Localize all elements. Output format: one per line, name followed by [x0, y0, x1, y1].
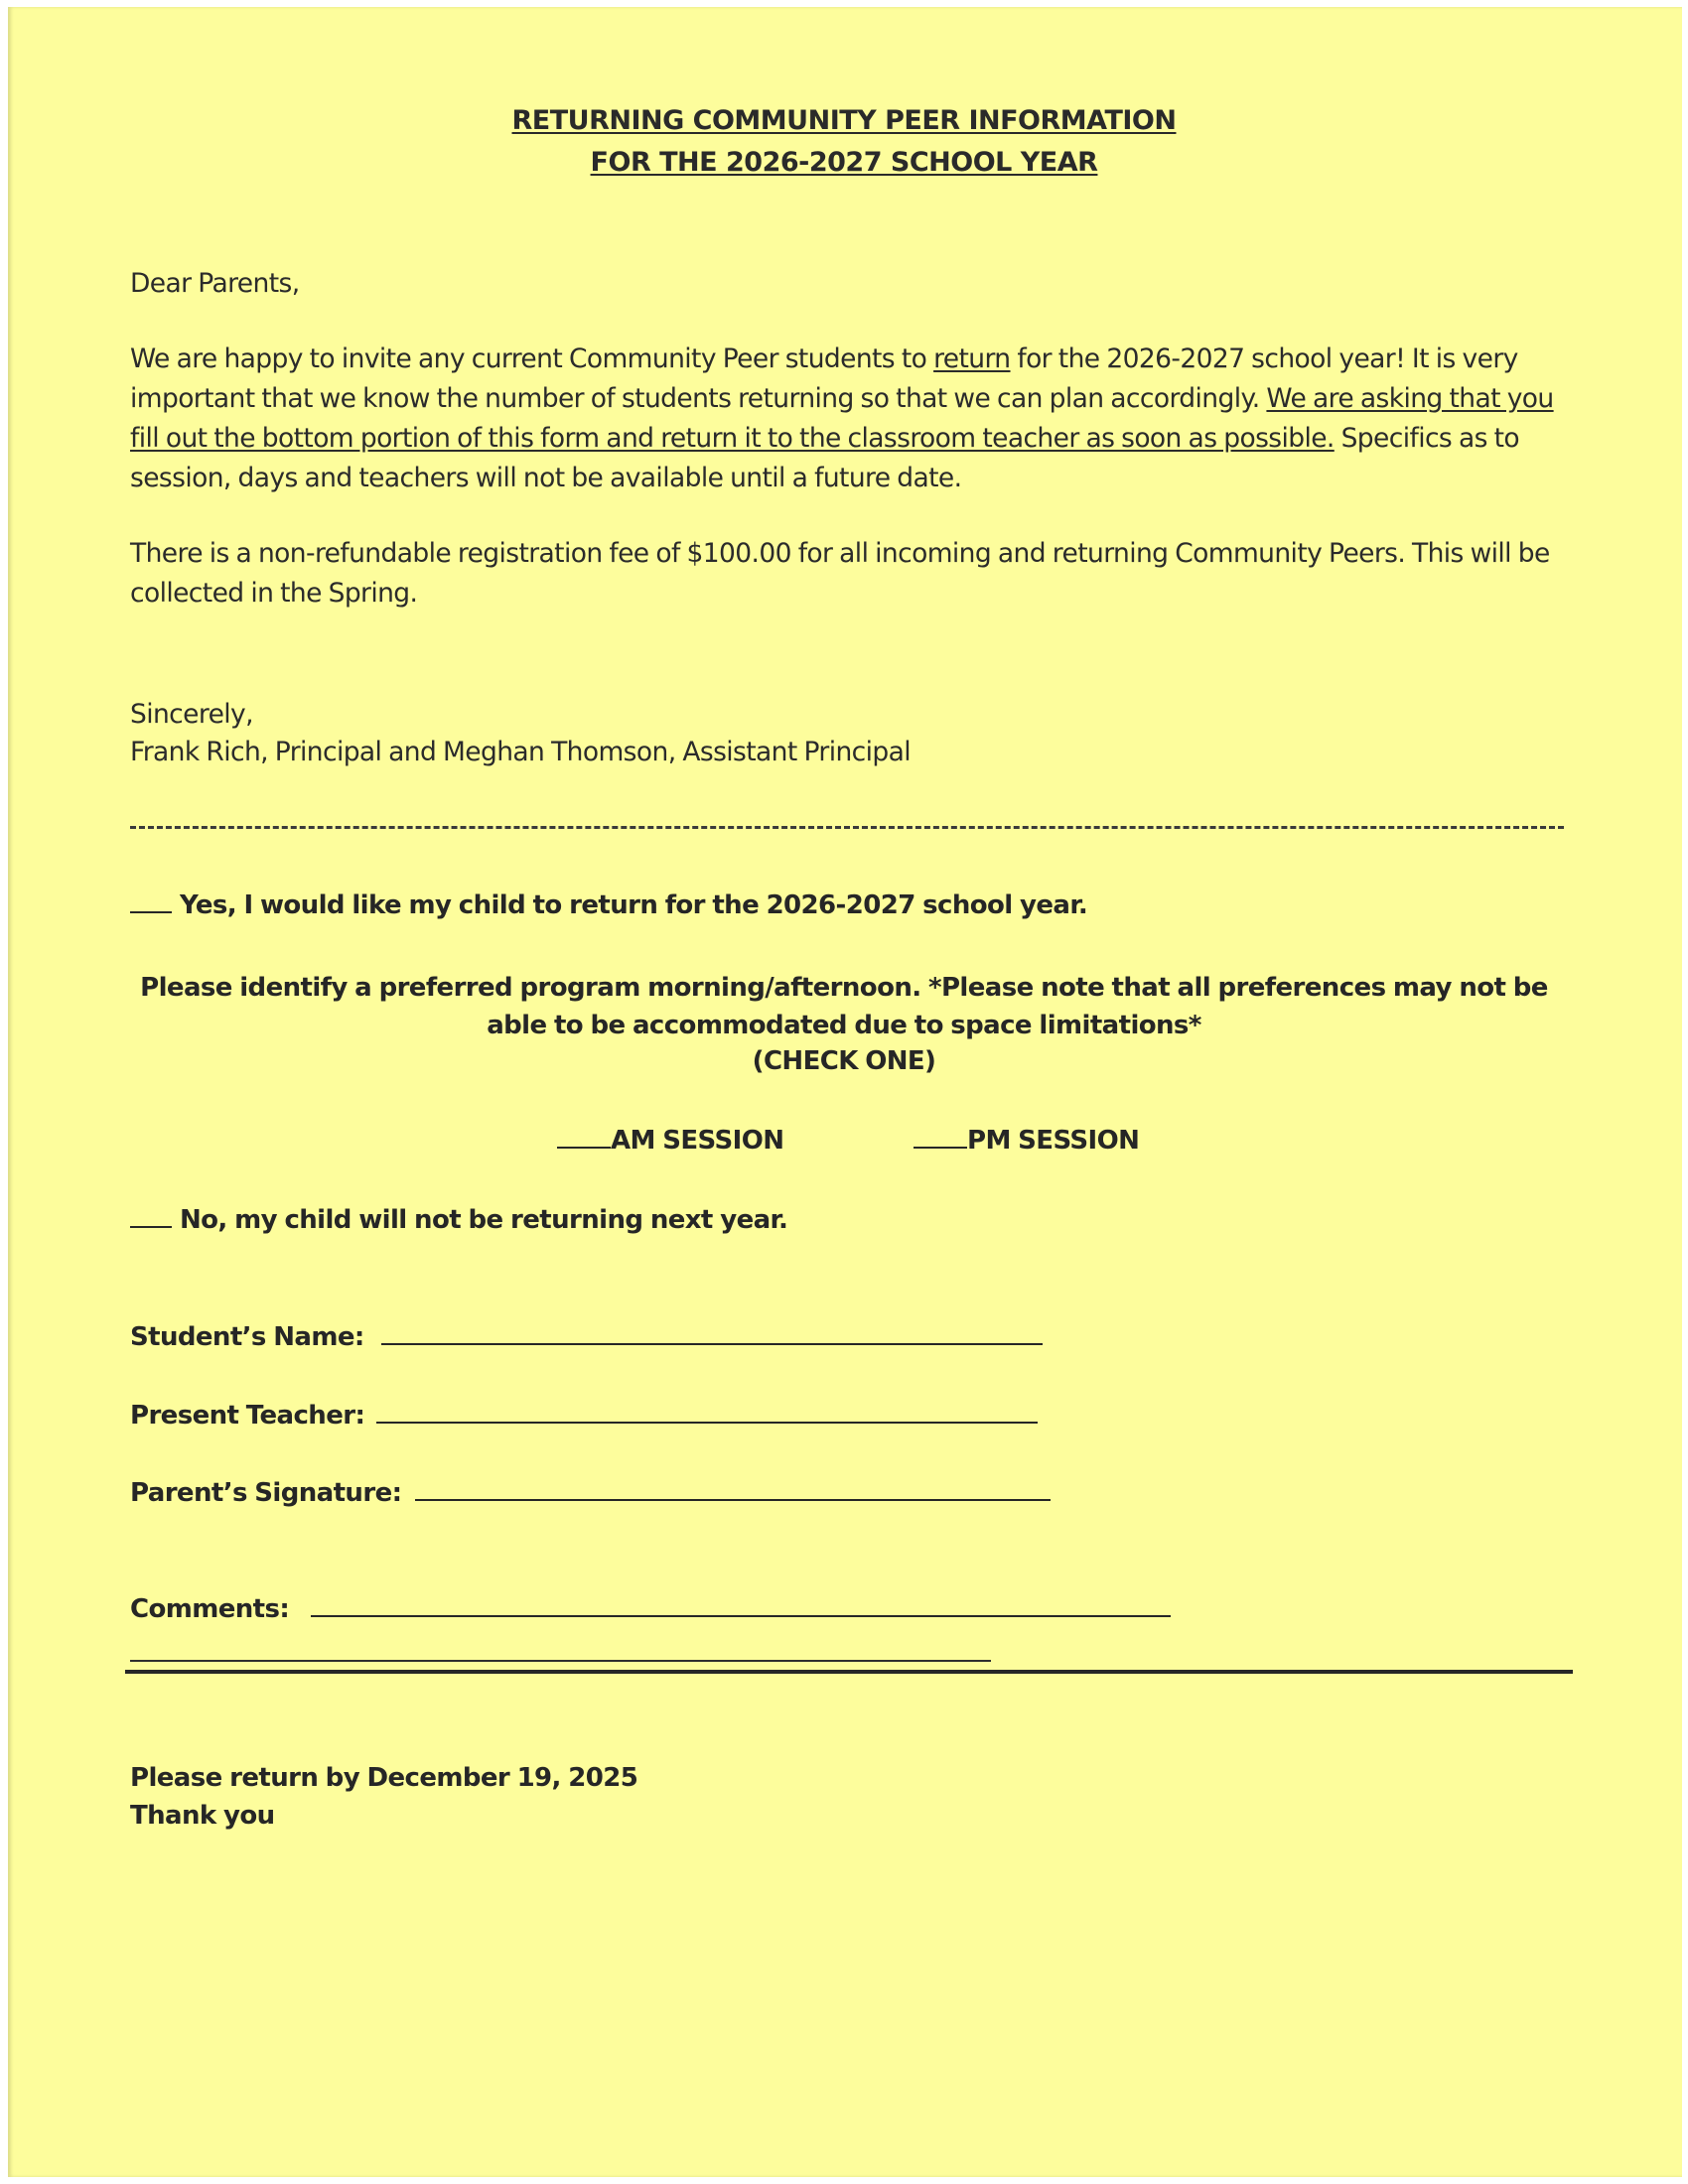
parent-signature-field[interactable] — [415, 1499, 1051, 1501]
yes-option-label: Yes, I would like my child to return for the 2026-2027 school year. — [180, 890, 1088, 920]
paragraph-invitation — [130, 340, 1580, 498]
student-name-row — [130, 1322, 1043, 1352]
student-name-label: Student’s Name: — [130, 1322, 364, 1352]
pm-session-option[interactable] — [914, 1126, 1139, 1156]
thank-you: Thank you — [130, 1801, 275, 1831]
return-deadline: Please return by December 19, 2025 — [130, 1763, 638, 1793]
present-teacher-field[interactable] — [376, 1422, 1038, 1424]
present-teacher-row — [130, 1401, 1038, 1431]
yes-option[interactable] — [130, 890, 1087, 920]
para1-text-b: for the 2026-2027 school year! It is very important that we know the number of students returning so that we can plan accordingly. — [130, 343, 1518, 414]
closing: Sincerely, — [130, 699, 253, 730]
am-session-label: AM SESSION — [611, 1126, 784, 1156]
no-checkbox-blank[interactable] — [130, 1225, 172, 1228]
no-option[interactable] — [130, 1205, 787, 1235]
paper-sheet — [8, 7, 1682, 2177]
title-line-2: FOR THE 2026-2027 SCHOOL YEAR — [590, 147, 1098, 178]
am-session-blank[interactable] — [557, 1146, 611, 1149]
title-line-1: RETURNING COMMUNITY PEER INFORMATION — [511, 105, 1177, 136]
paragraph-fee: There is a non-refundable registration fee of $100.00 for all incoming and returning Community Peers. This will be collected in the Spring. — [130, 538, 1550, 609]
tear-off-dashed-line — [130, 826, 1564, 829]
comments-extra-line[interactable] — [130, 1660, 991, 1662]
para1-text-a: We are happy to invite any current Community Peer students to — [130, 343, 934, 374]
form-bottom-rule — [125, 1670, 1573, 1674]
pm-session-blank[interactable] — [914, 1146, 967, 1149]
underlined-request: We are asking that you fill out the bottom portion of this form and return it to the classroom teacher as soon as possible. — [130, 383, 1554, 454]
check-one-label: (CHECK ONE) — [752, 1046, 936, 1076]
comments-row — [130, 1594, 1171, 1624]
preference-instruction: Please identify a preferred program morning/afternoon. *Please note that all preferences may not be able to be accommodated due to space limitations* — [140, 973, 1548, 1040]
parent-signature-label: Parent’s Signature: — [130, 1478, 402, 1508]
yes-checkbox-blank[interactable] — [130, 910, 172, 913]
greeting: Dear Parents, — [130, 268, 300, 299]
no-option-label: No, my child will not be returning next year. — [180, 1205, 788, 1235]
am-session-option[interactable] — [557, 1126, 783, 1156]
student-name-field[interactable] — [381, 1343, 1043, 1345]
comments-field[interactable] — [311, 1615, 1171, 1617]
signers: Frank Rich, Principal and Meghan Thomson, Assistant Principal — [130, 737, 912, 767]
present-teacher-label: Present Teacher: — [130, 1401, 365, 1431]
para1-text-c: Specifics as to session, days and teachers will not be available until a future date. — [130, 423, 1520, 493]
return-emphasis: return — [933, 343, 1011, 374]
pm-session-label: PM SESSION — [967, 1126, 1140, 1156]
parent-signature-row — [130, 1478, 1051, 1508]
comments-label: Comments: — [130, 1594, 290, 1624]
